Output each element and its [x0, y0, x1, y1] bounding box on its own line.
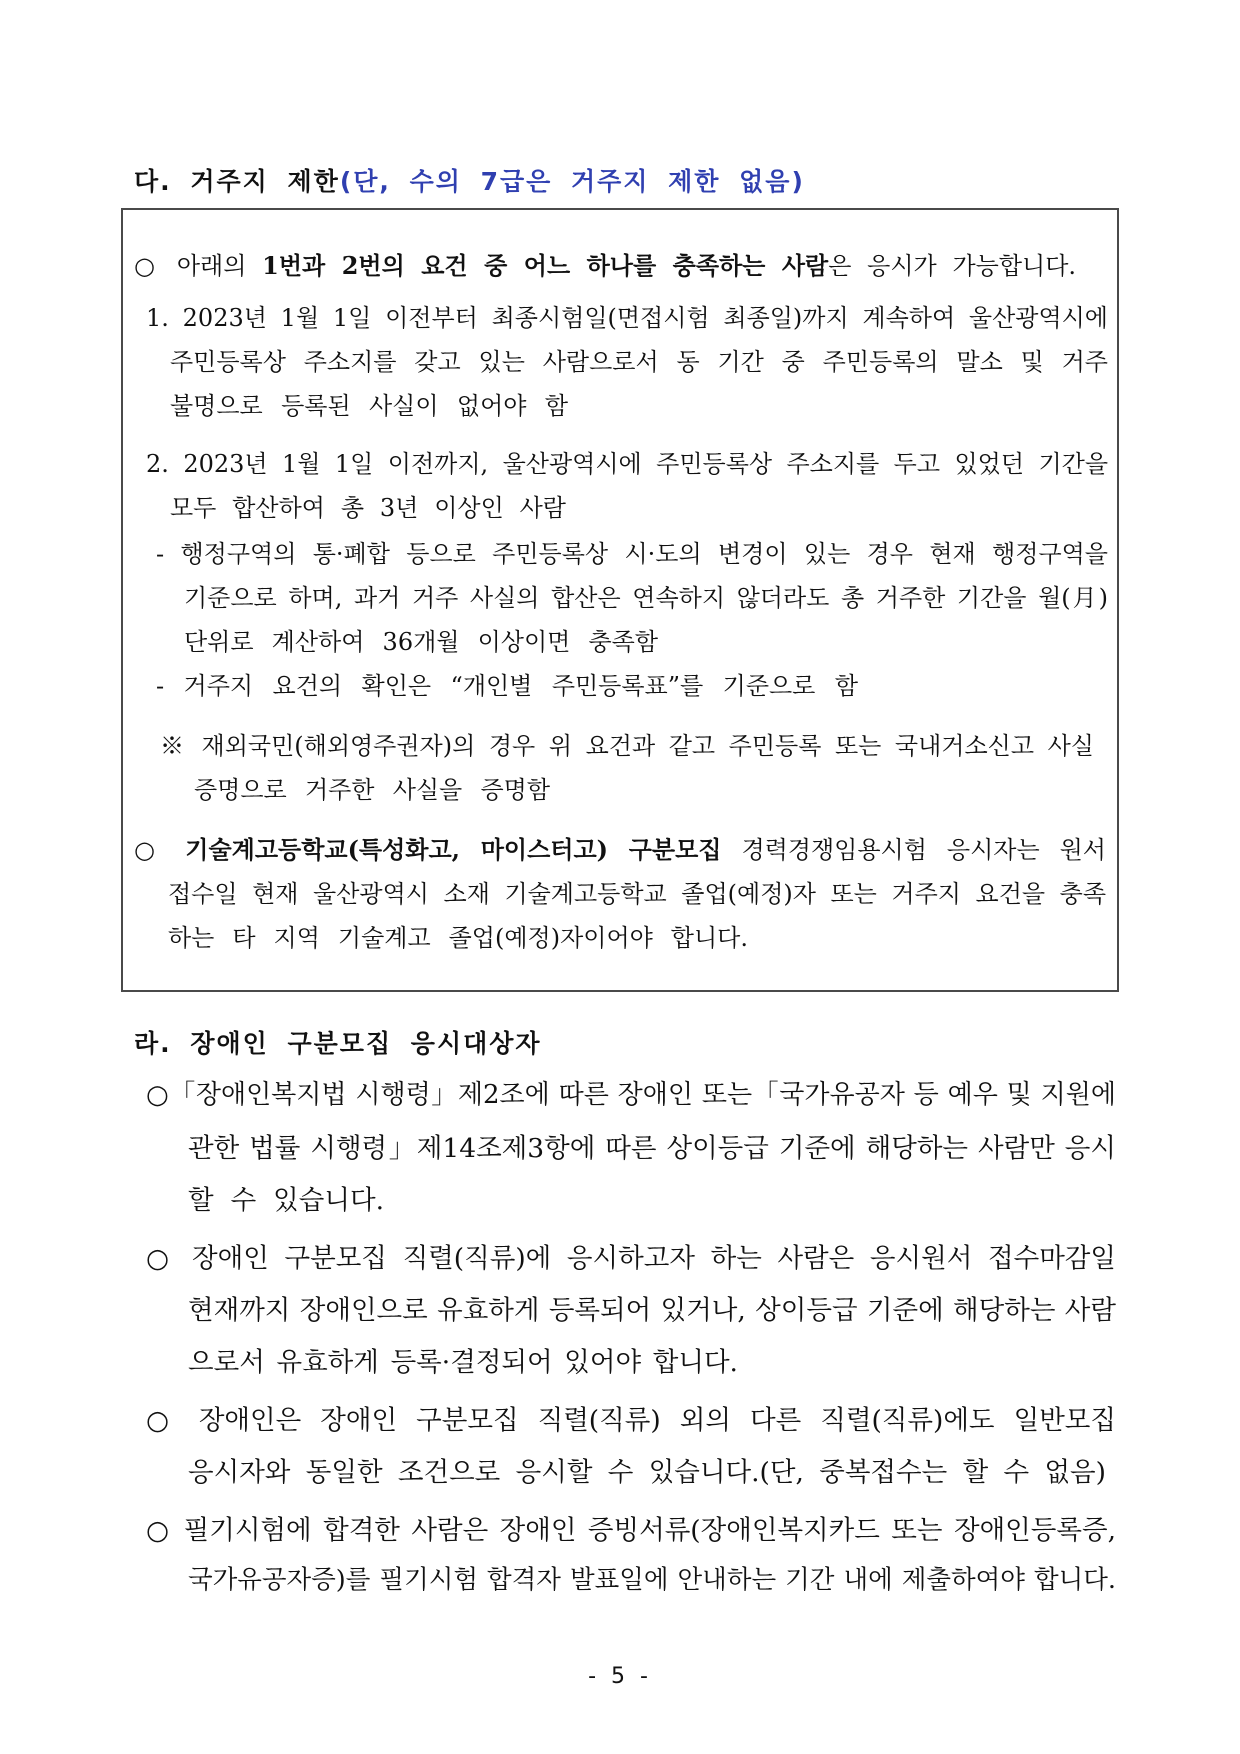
item1-line1: 1. 2023년 1월 1일 이전부터 최종시험일(면접시험 최종일)까지 계속하여 울산광역시에	[146, 304, 1108, 332]
tech-line1	[134, 830, 1106, 865]
para1-line1: ○「장애인복지법 시행령」제2조에 따른 장애인 또는「국가유공자 등 예우 및 지원에	[146, 1080, 1116, 1110]
para1-line2: 관한 법률 시행령」제14조제3항에 따른 상이등급 기준에 해당하는 사람만 응시	[188, 1133, 1116, 1164]
dash1-line2: 기준으로 하며, 과거 거주 사실의 합산은 연속하지 않더라도 총 거주한 기간을 월(月)	[184, 584, 1108, 612]
para2-line1: ○ 장애인 구분모집 직렬(직류)에 응시하고자 하는 사람은 응시원서 접수마감일	[146, 1243, 1116, 1274]
para4-line2: 국가유공자증)를 필기시험 합격자 발표일에 안내하는 기간 내에 제출하여야 합니다.	[188, 1565, 1116, 1595]
tech-line2: 접수일 현재 울산광역시 소재 기술계고등학교 졸업(예정)자 또는 거주지 요건을 충족	[168, 880, 1106, 908]
bullet-circle: ○	[134, 836, 166, 864]
intro-emphasis: 1번과 2번의 요건 중 어느 하나를 충족하는 사람	[262, 251, 829, 280]
tech-line1-rest: 경력경쟁임용시험 응시자는 원서	[741, 836, 1106, 864]
item1-line2: 주민등록상 주소지를 갖고 있는 사람으로서 동 기간 중 주민등록의 말소 및 거주	[170, 348, 1108, 376]
intro-suffix: 은 응시가 가능합니다.	[828, 252, 1077, 280]
para4-line1: ○ 필기시험에 합격한 사람은 장애인 증빙서류(장애인복지카드 또는 장애인등록증,	[146, 1515, 1116, 1546]
bullet-circle: ○	[134, 252, 162, 280]
page-number: - 5 -	[588, 1664, 652, 1689]
para3-line2: 응시자와 동일한 조건으로 응시할 수 있습니다.(단, 중복접수는 할 수 없음)	[188, 1457, 1106, 1488]
note-line2: 증명으로 거주한 사실을 증명함	[194, 776, 550, 804]
intro-line	[134, 246, 1076, 281]
item1-line3: 불명으로 등록된 사실이 없어야 함	[170, 392, 568, 420]
section-c-heading-note: (단, 수의 7급은 거주지 제한 없음)	[339, 167, 805, 196]
section-c-heading	[134, 162, 805, 198]
para2-line3: 으로서 유효하게 등록·결정되어 있어야 합니다.	[188, 1347, 738, 1378]
dash1-line1: - 행정구역의 통·폐합 등으로 주민등록상 시·도의 변경이 있는 경우 현재 행정구역을	[156, 540, 1108, 568]
note-line1: ※ 재외국민(해외영주권자)의 경우 위 요건과 같고 주민등록 또는 국내거소신고 사실	[160, 732, 1094, 760]
tech-line3: 하는 타 지역 기술계고 졸업(예정)자이어야 합니다.	[168, 924, 748, 952]
para2-line2: 현재까지 장애인으로 유효하게 등록되어 있거나, 상이등급 기준에 해당하는 사람	[188, 1295, 1116, 1326]
para3-line1: ○ 장애인은 장애인 구분모집 직렬(직류) 외의 다른 직렬(직류)에도 일반모집	[146, 1405, 1116, 1436]
section-d-heading: 라. 장애인 구분모집 응시대상자	[134, 1029, 542, 1058]
item2-line2: 모두 합산하여 총 3년 이상인 사람	[170, 494, 566, 522]
dash2-line: - 거주지 요건의 확인은 “개인별 주민등록표”를 기준으로 함	[156, 672, 858, 700]
section-c-heading-main: 다. 거주지 제한	[134, 167, 340, 196]
para1-line3: 할 수 있습니다.	[188, 1185, 384, 1216]
intro-prefix: 아래의	[176, 252, 263, 280]
dash1-line3: 단위로 계산하여 36개월 이상이면 충족함	[184, 628, 658, 656]
tech-emphasis: 기술계고등학교(특성화고, 마이스터고) 구분모집	[185, 835, 722, 864]
item2-line1: 2. 2023년 1월 1일 이전까지, 울산광역시에 주민등록상 주소지를 두고 있었던 기간을	[146, 450, 1108, 478]
